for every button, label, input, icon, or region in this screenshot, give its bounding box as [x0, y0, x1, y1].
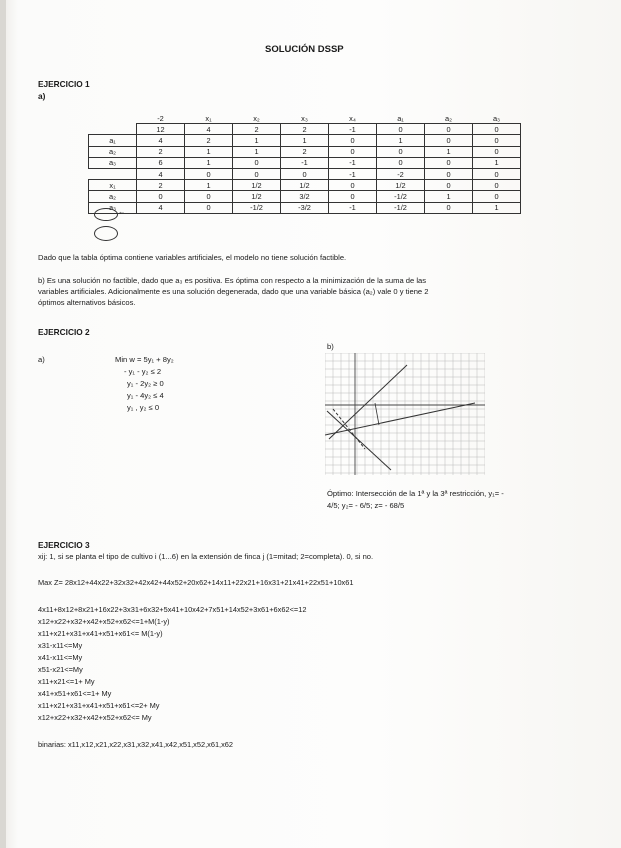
table-cell: -3/2 [281, 202, 329, 213]
table-cell: 1/2 [281, 180, 329, 191]
table-cell: 0 [473, 124, 521, 135]
table-row [89, 168, 521, 179]
table-cell: 0 [281, 168, 329, 179]
table-header-cell: x₁ [205, 113, 212, 123]
ex3-objective: Max Z= 28x12+44x22+32x32+42x42+44x52+20x62+14x11+22x21+16x31+21x41+22x51+10x61 [38, 578, 354, 587]
table-row [89, 180, 521, 191]
table-cell: 1/2 [233, 180, 281, 191]
table-header-cell: x₂ [253, 113, 260, 123]
page-edge-shadow [0, 0, 6, 848]
graph-grid [325, 353, 485, 475]
table-corner [89, 113, 137, 124]
table-cell: 2 [185, 135, 233, 146]
table-row [89, 135, 521, 146]
ex2-model-line1: Min w = 5y₁ + 8y₂ [115, 355, 174, 364]
table-cell: -1/2 [377, 202, 425, 213]
table-row-label: x₁ [89, 180, 137, 191]
arrow-mark: ← [118, 207, 126, 216]
ex3-constraint-7: x11+x21<=1+ My [38, 677, 95, 686]
ex3-constraint-6: x51-x21<=My [38, 665, 83, 674]
ex2-a-label: a) [38, 355, 45, 364]
ex2-model-line5: y₁ , y₂ ≤ 0 [127, 403, 160, 412]
table-cell: 0 [425, 124, 473, 135]
table-cell: 6 [137, 157, 185, 168]
ex1-heading: EJERCICIO 1 [38, 79, 90, 89]
ex3-constraint-5: x41-x11<=My [38, 653, 83, 662]
table-cell: 1/2 [233, 191, 281, 202]
table-header-cell: -2 [157, 113, 164, 123]
ex1-text-b-line1: b) Es una solución no factible, dado que a₃ es positiva. Es óptima con respecto a la minimización de la suma de las [38, 276, 427, 285]
table-cell: 1 [185, 157, 233, 168]
table-cell: 1 [473, 157, 521, 168]
table-row-label: a₂ [89, 146, 137, 157]
circle-mark-a3 [94, 226, 118, 241]
table-cell: 0 [329, 180, 377, 191]
ex3-constraint-3: x11+x21+x31+x41+x51+x61<= M(1-y) [38, 629, 163, 638]
table-row-label [89, 168, 137, 179]
table-row [89, 124, 521, 135]
table-header-cell: a₁ [397, 113, 404, 123]
ex3-constraint-8: x41+x51+x61<=1+ My [38, 689, 112, 698]
table-cell: 1 [233, 146, 281, 157]
constraint-line-3 [327, 411, 391, 470]
table-cell: -1/2 [233, 202, 281, 213]
table-cell: 0 [377, 124, 425, 135]
constraint-line-1 [329, 365, 407, 439]
table-cell: 2 [281, 124, 329, 135]
table-cell: 12 [137, 124, 185, 135]
table-cell: -1 [329, 124, 377, 135]
table-row [89, 146, 521, 157]
table-cell: 0 [329, 135, 377, 146]
table-cell: 2 [281, 146, 329, 157]
table-row [89, 191, 521, 202]
table-row-label: a₃ [89, 202, 137, 213]
circle-mark-a2 [94, 208, 118, 221]
ex3-binarias: binarias: x11,x12,x21,x22,x31,x32,x41,x42,x51,x52,x61,x62 [38, 740, 234, 749]
table-cell: 0 [185, 168, 233, 179]
table-row [89, 202, 521, 213]
table-cell: 0 [329, 146, 377, 157]
table-cell: 0 [425, 157, 473, 168]
table-cell: -1 [329, 157, 377, 168]
table-row-label: a₂ [89, 191, 137, 202]
ex2-heading: EJERCICIO 2 [38, 327, 90, 337]
ex1-text-b-line3: óptimos alternativos básicos. [38, 298, 136, 307]
table-cell: 0 [233, 168, 281, 179]
ex1-text-a: Dado que la tabla óptima contiene variables artificiales, el modelo no tiene solución factible. [38, 253, 347, 262]
ex3-heading: EJERCICIO 3 [38, 540, 90, 550]
table-header-cell: x₃ [301, 113, 308, 123]
ex3-constraint-4: x31-x11<=My [38, 641, 83, 650]
table-cell: 4 [137, 202, 185, 213]
table-cell: 4 [137, 135, 185, 146]
table-cell: 1 [377, 135, 425, 146]
table-cell: 0 [473, 146, 521, 157]
table-body [89, 124, 521, 214]
table-cell: 0 [233, 157, 281, 168]
table-cell: -1 [329, 202, 377, 213]
table-cell: 0 [473, 135, 521, 146]
table-cell: 0 [425, 180, 473, 191]
table-cell: 3/2 [281, 191, 329, 202]
table-row-label: a₃ [89, 157, 137, 168]
table-row-label [89, 124, 137, 135]
table-header-cell: a₂ [445, 113, 452, 123]
ex3-constraint-2: x12+x22+x32+x42+x52+x62<=1+M(1-y) [38, 617, 170, 626]
table-cell: 0 [425, 135, 473, 146]
table-cell: 1 [425, 146, 473, 157]
table-cell: 0 [329, 191, 377, 202]
table-cell: 0 [473, 191, 521, 202]
simplex-table [88, 113, 521, 214]
ex1-text-b-line2: variables artificiales. Adicionalmente es una solución degenerada, dado que una variable básica (a₂) vale 0 y tiene 2 [38, 287, 429, 296]
table-cell: -1/2 [377, 191, 425, 202]
table-cell: 0 [425, 202, 473, 213]
table-row-label: a₁ [89, 135, 137, 146]
table-cell: 2 [137, 146, 185, 157]
table-cell: 4 [185, 124, 233, 135]
table-cell: 0 [377, 146, 425, 157]
ex2-optimo-line1: Óptimo: Intersección de la 1ª y la 3ª restricción, y₁= - [327, 489, 504, 498]
table-row [89, 157, 521, 168]
ex3-intro: xij: 1, si se planta el tipo de cultivo i (1...6) en la extensión de finca j (1=mitad; 2=completa). 0, si no. [38, 552, 374, 561]
ex2-model-line2: - y₁ - y₂ ≤ 2 [124, 367, 162, 376]
table-cell: 0 [377, 157, 425, 168]
table-cell: 1/2 [377, 180, 425, 191]
table-cell: 1 [425, 191, 473, 202]
table-cell: 0 [185, 202, 233, 213]
ex1-a-label: a) [38, 91, 46, 101]
table-cell: 1 [473, 202, 521, 213]
ex2-optimo-line2: 4/5; y₂= - 6/5; z= - 68/5 [327, 501, 405, 510]
ex3-constraint-10: x12+x22+x32+x42+x52+x62<= My [38, 713, 152, 722]
table-cell: 0 [185, 191, 233, 202]
table-cell: 4 [137, 168, 185, 179]
page-title: SOLUCIÓN DSSP [265, 44, 344, 55]
table-cell: 0 [425, 168, 473, 179]
table-cell: 1 [185, 146, 233, 157]
table-header-row [89, 113, 521, 124]
table-cell: -1 [281, 157, 329, 168]
ex3-constraint-1: 4x11+8x12+8x21+16x22+3x31+6x32+5x41+10x42+7x51+14x52+3x61+6x62<=12 [38, 605, 307, 614]
table-cell: -1 [329, 168, 377, 179]
table-header-cell: a₃ [492, 113, 501, 123]
table-cell: 0 [137, 191, 185, 202]
table-header-cell: x₄ [349, 113, 356, 123]
ex2-b-label: b) [327, 342, 334, 351]
ex2-model-line4: y₁ - 4y₂ ≤ 4 [127, 391, 164, 400]
ex3-constraint-9: x11+x21+x31+x41+x51+x61<=2+ My [38, 701, 160, 710]
table-cell: 0 [473, 180, 521, 191]
table-cell: 2 [137, 180, 185, 191]
table-cell: 2 [233, 124, 281, 135]
table-cell: 0 [473, 168, 521, 179]
feasible-region-graph [325, 353, 485, 475]
table-cell: -2 [377, 168, 425, 179]
ex2-model-line3: y₁ - 2y₂ ≥ 0 [127, 379, 164, 388]
region-edge [375, 403, 379, 425]
table-cell: 1 [281, 135, 329, 146]
table-cell: 1 [185, 180, 233, 191]
table-cell: 1 [233, 135, 281, 146]
